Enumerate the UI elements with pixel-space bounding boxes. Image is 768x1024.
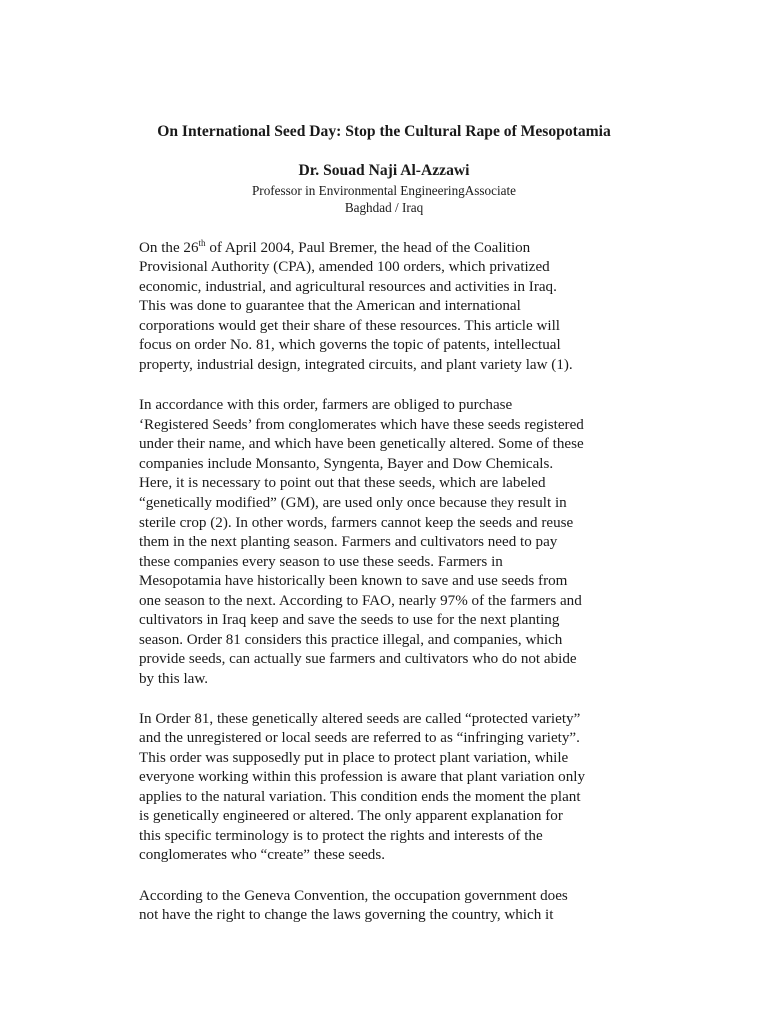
- author-affiliation: Professor in Environmental EngineeringAssociate: [251, 183, 517, 198]
- paragraph: [139, 887, 629, 926]
- paragraph-line: This was done to guarantee that the American and international: [139, 298, 521, 315]
- paragraph-line: these companies every season to use these seeds. Farmers in: [139, 553, 503, 570]
- paragraph-line: This order was supposedly put in place to protect plant variation, while: [139, 749, 569, 766]
- author-location: Baghdad / Iraq: [344, 200, 424, 215]
- paragraph: [139, 710, 629, 866]
- paragraph-line: everyone working within this profession is aware that plant variation only: [139, 769, 586, 786]
- paragraph-line: under their name, and which have been genetically altered. Some of these: [139, 436, 584, 453]
- paragraph-line: provide seeds, can actually sue farmers and cultivators who do not abide: [139, 651, 577, 668]
- paragraph-line: applies to the natural variation. This condition ends the moment the plant: [139, 788, 581, 805]
- paragraph: [139, 396, 629, 689]
- paragraph-line: economic, industrial, and agricultural resources and activities in Iraq.: [139, 278, 557, 295]
- paragraph-line: In accordance with this order, farmers are obliged to purchase: [139, 397, 513, 414]
- paragraph-line: conglomerates who “create” these seeds.: [139, 847, 385, 864]
- paragraph-line: this specific terminology is to protect the rights and interests of the: [139, 827, 543, 844]
- paragraph-line: In Order 81, these genetically altered seeds are called “protected variety”: [139, 710, 581, 727]
- paragraph-line: is genetically engineered or altered. The only apparent explanation for: [139, 808, 563, 825]
- paragraph-line: by this law.: [139, 670, 209, 687]
- paragraph-line: On the 26th of April 2004, Paul Bremer, the head of the Coalition: [139, 237, 531, 256]
- paragraph-line: “genetically modified” (GM), are used only once because they result in: [139, 495, 567, 512]
- paragraph-line: not have the right to change the laws governing the country, which it: [139, 907, 554, 924]
- paragraph-line: According to the Geneva Convention, the occupation government does: [139, 887, 568, 904]
- paragraph: [139, 239, 629, 375]
- paragraph-line: and the unregistered or local seeds are referred to as “infringing variety”.: [139, 730, 580, 747]
- paragraph-line: ‘Registered Seeds’ from conglomerates which have these seeds registered: [139, 416, 584, 433]
- document-page: [139, 122, 629, 947]
- author-name: Dr. Souad Naji Al-Azzawi: [298, 162, 470, 179]
- paragraph-line: cultivators in Iraq keep and save the seeds to use for the next planting: [139, 612, 560, 629]
- paragraph-line: one season to the next. According to FAO, nearly 97% of the farmers and: [139, 592, 582, 609]
- paragraph-line: property, industrial design, integrated circuits, and plant variety law (1).: [139, 356, 573, 373]
- paragraph-line: season. Order 81 considers this practice illegal, and companies, which: [139, 631, 563, 648]
- paragraph-line: companies include Monsanto, Syngenta, Bayer and Dow Chemicals.: [139, 455, 554, 472]
- document-title: On International Seed Day: Stop the Cultural Rape of Mesopotamia: [157, 123, 611, 140]
- paragraph-line: corporations would get their share of these resources. This article will: [139, 317, 560, 334]
- paragraph-line: them in the next planting season. Farmers and cultivators need to pay: [139, 534, 558, 551]
- ordinal-suffix: th: [198, 237, 206, 248]
- paragraph-line: Provisional Authority (CPA), amended 100 orders, which privatized: [139, 259, 550, 276]
- paragraph-line: sterile crop (2). In other words, farmers cannot keep the seeds and reuse: [139, 514, 574, 531]
- paragraph-line: focus on order No. 81, which governs the topic of patents, intellectual: [139, 337, 561, 354]
- paragraph-line: Here, it is necessary to point out that these seeds, which are labeled: [139, 474, 546, 491]
- paragraph-line: Mesopotamia have historically been known to save and use seeds from: [139, 573, 568, 590]
